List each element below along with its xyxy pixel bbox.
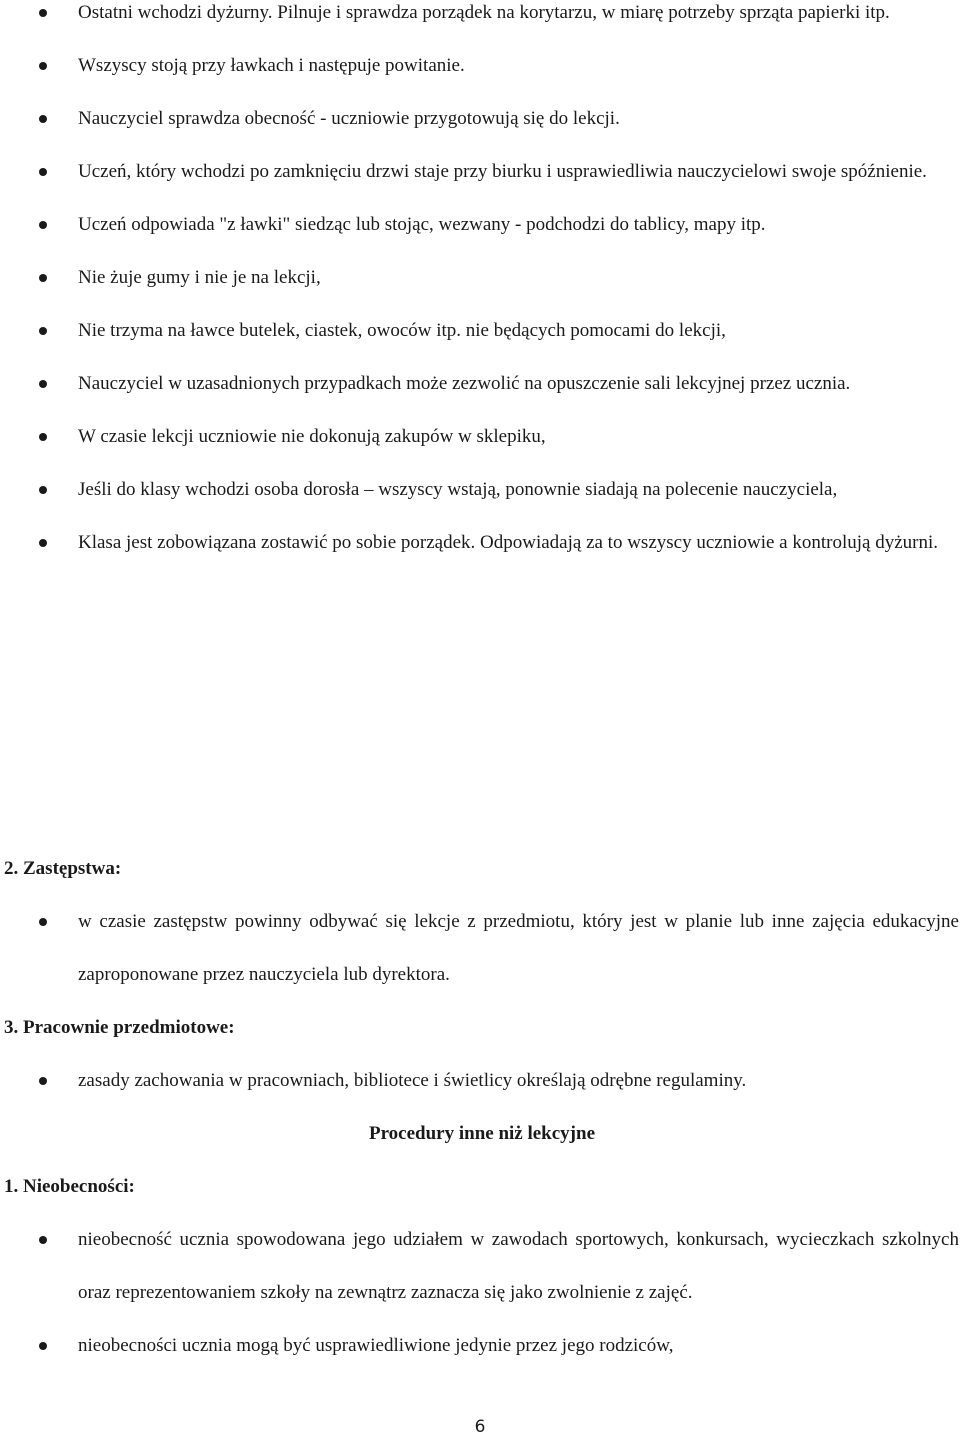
bullet-icon bbox=[39, 327, 47, 335]
lesson-rules-list bbox=[0, 0, 960, 569]
list-item bbox=[0, 463, 960, 516]
list-item bbox=[0, 895, 960, 1001]
list-item-text: Nie żuje gumy i nie je na lekcji, bbox=[78, 267, 321, 288]
rules-list-block bbox=[0, 0, 960, 569]
list-item-text: W czasie lekcji uczniowie nie dokonują zakupów w sklepiku, bbox=[78, 426, 546, 447]
section-heading-absences: 1. Nieobecności: bbox=[4, 1176, 135, 1197]
bullet-icon bbox=[39, 1236, 47, 1244]
procedures-title: Procedury inne niż lekcyjne bbox=[368, 1123, 596, 1144]
list-item bbox=[0, 410, 960, 463]
list-item-text: w czasie zastępstw powinny odbywać się lekcje z przedmiotu, który jest w planie lub inne zajęcia edukacyjne zaproponowane przez nauczyciela lub dyrektora. bbox=[78, 911, 959, 985]
list-item-text: Nauczyciel w uzasadnionych przypadkach może zezwolić na opuszczenie sali lekcyjnej przez ucznia. bbox=[78, 373, 851, 394]
list-item bbox=[0, 1213, 960, 1319]
absences-list bbox=[0, 1213, 960, 1372]
list-item bbox=[0, 92, 960, 145]
list-item-text: Wszyscy stoją przy ławkach i następuje powitanie. bbox=[78, 55, 465, 76]
list-item bbox=[0, 251, 960, 304]
bullet-icon bbox=[39, 168, 47, 176]
bullet-icon bbox=[39, 274, 47, 282]
section-heading-substitutions: 2. Zastępstwa: bbox=[4, 858, 122, 879]
list-item bbox=[0, 145, 960, 198]
bullet-icon bbox=[39, 433, 47, 441]
list-item-text: zasady zachowania w pracowniach, bibliotece i świetlicy określają odrębne regulaminy. bbox=[78, 1070, 747, 1091]
list-item bbox=[0, 39, 960, 92]
bullet-icon bbox=[39, 9, 47, 17]
list-item-text: Uczeń odpowiada "z ławki" siedząc lub stojąc, wezwany - podchodzi do tablicy, mapy itp. bbox=[78, 214, 766, 235]
list-item bbox=[0, 304, 960, 357]
bullet-icon bbox=[39, 1342, 47, 1350]
list-item bbox=[0, 0, 960, 39]
list-item bbox=[0, 198, 960, 251]
bullet-icon bbox=[39, 539, 47, 547]
bullet-icon bbox=[39, 221, 47, 229]
bullet-icon bbox=[39, 380, 47, 388]
bullet-icon bbox=[39, 62, 47, 70]
list-item-text: Nie trzyma na ławce butelek, ciastek, owoców itp. nie będących pomocami do lekcji, bbox=[78, 320, 726, 341]
page-number: 6 bbox=[474, 1417, 486, 1437]
subject-rooms-list bbox=[0, 1054, 960, 1107]
list-item-text: Jeśli do klasy wchodzi osoba dorosła – wszyscy wstają, ponownie siadają na polecenie nauczyciela, bbox=[78, 479, 838, 500]
section-heading-subject-rooms: 3. Pracownie przedmiotowe: bbox=[4, 1017, 235, 1038]
list-item bbox=[0, 516, 960, 569]
bullet-icon bbox=[39, 486, 47, 494]
list-item bbox=[0, 1319, 960, 1372]
list-item-text: nieobecność ucznia spowodowana jego udziałem w zawodach sportowych, konkursach, wycieczkach szkolnych oraz reprezentowaniem szkoły na zewnątrz zaznacza się jako zwolnienie z zajęć. bbox=[78, 1229, 959, 1303]
list-item-text: Klasa jest zobowiązana zostawić po sobie porządek. Odpowiadają za to wszyscy uczniowie a kontrolują dyżurni. bbox=[78, 532, 938, 553]
list-item bbox=[0, 1054, 960, 1107]
list-item-text: Nauczyciel sprawdza obecność - uczniowie przygotowują się do lekcji. bbox=[78, 108, 620, 129]
list-item-text: Ostatni wchodzi dyżurny. Pilnuje i sprawdza porządek na korytarzu, w miarę potrzeby sprząta papierki itp. bbox=[78, 2, 890, 23]
list-item bbox=[0, 357, 960, 410]
bullet-icon bbox=[39, 115, 47, 123]
bullet-icon bbox=[39, 1077, 47, 1085]
sections-block bbox=[0, 842, 960, 1372]
list-item-text: nieobecności ucznia mogą być usprawiedliwione jedynie przez jego rodziców, bbox=[78, 1335, 674, 1356]
bullet-icon bbox=[39, 918, 47, 926]
substitutions-list bbox=[0, 895, 960, 1001]
list-item-text: Uczeń, który wchodzi po zamknięciu drzwi staje przy biurku i usprawiedliwia nauczycielowi swoje spóźnienie. bbox=[78, 161, 927, 182]
